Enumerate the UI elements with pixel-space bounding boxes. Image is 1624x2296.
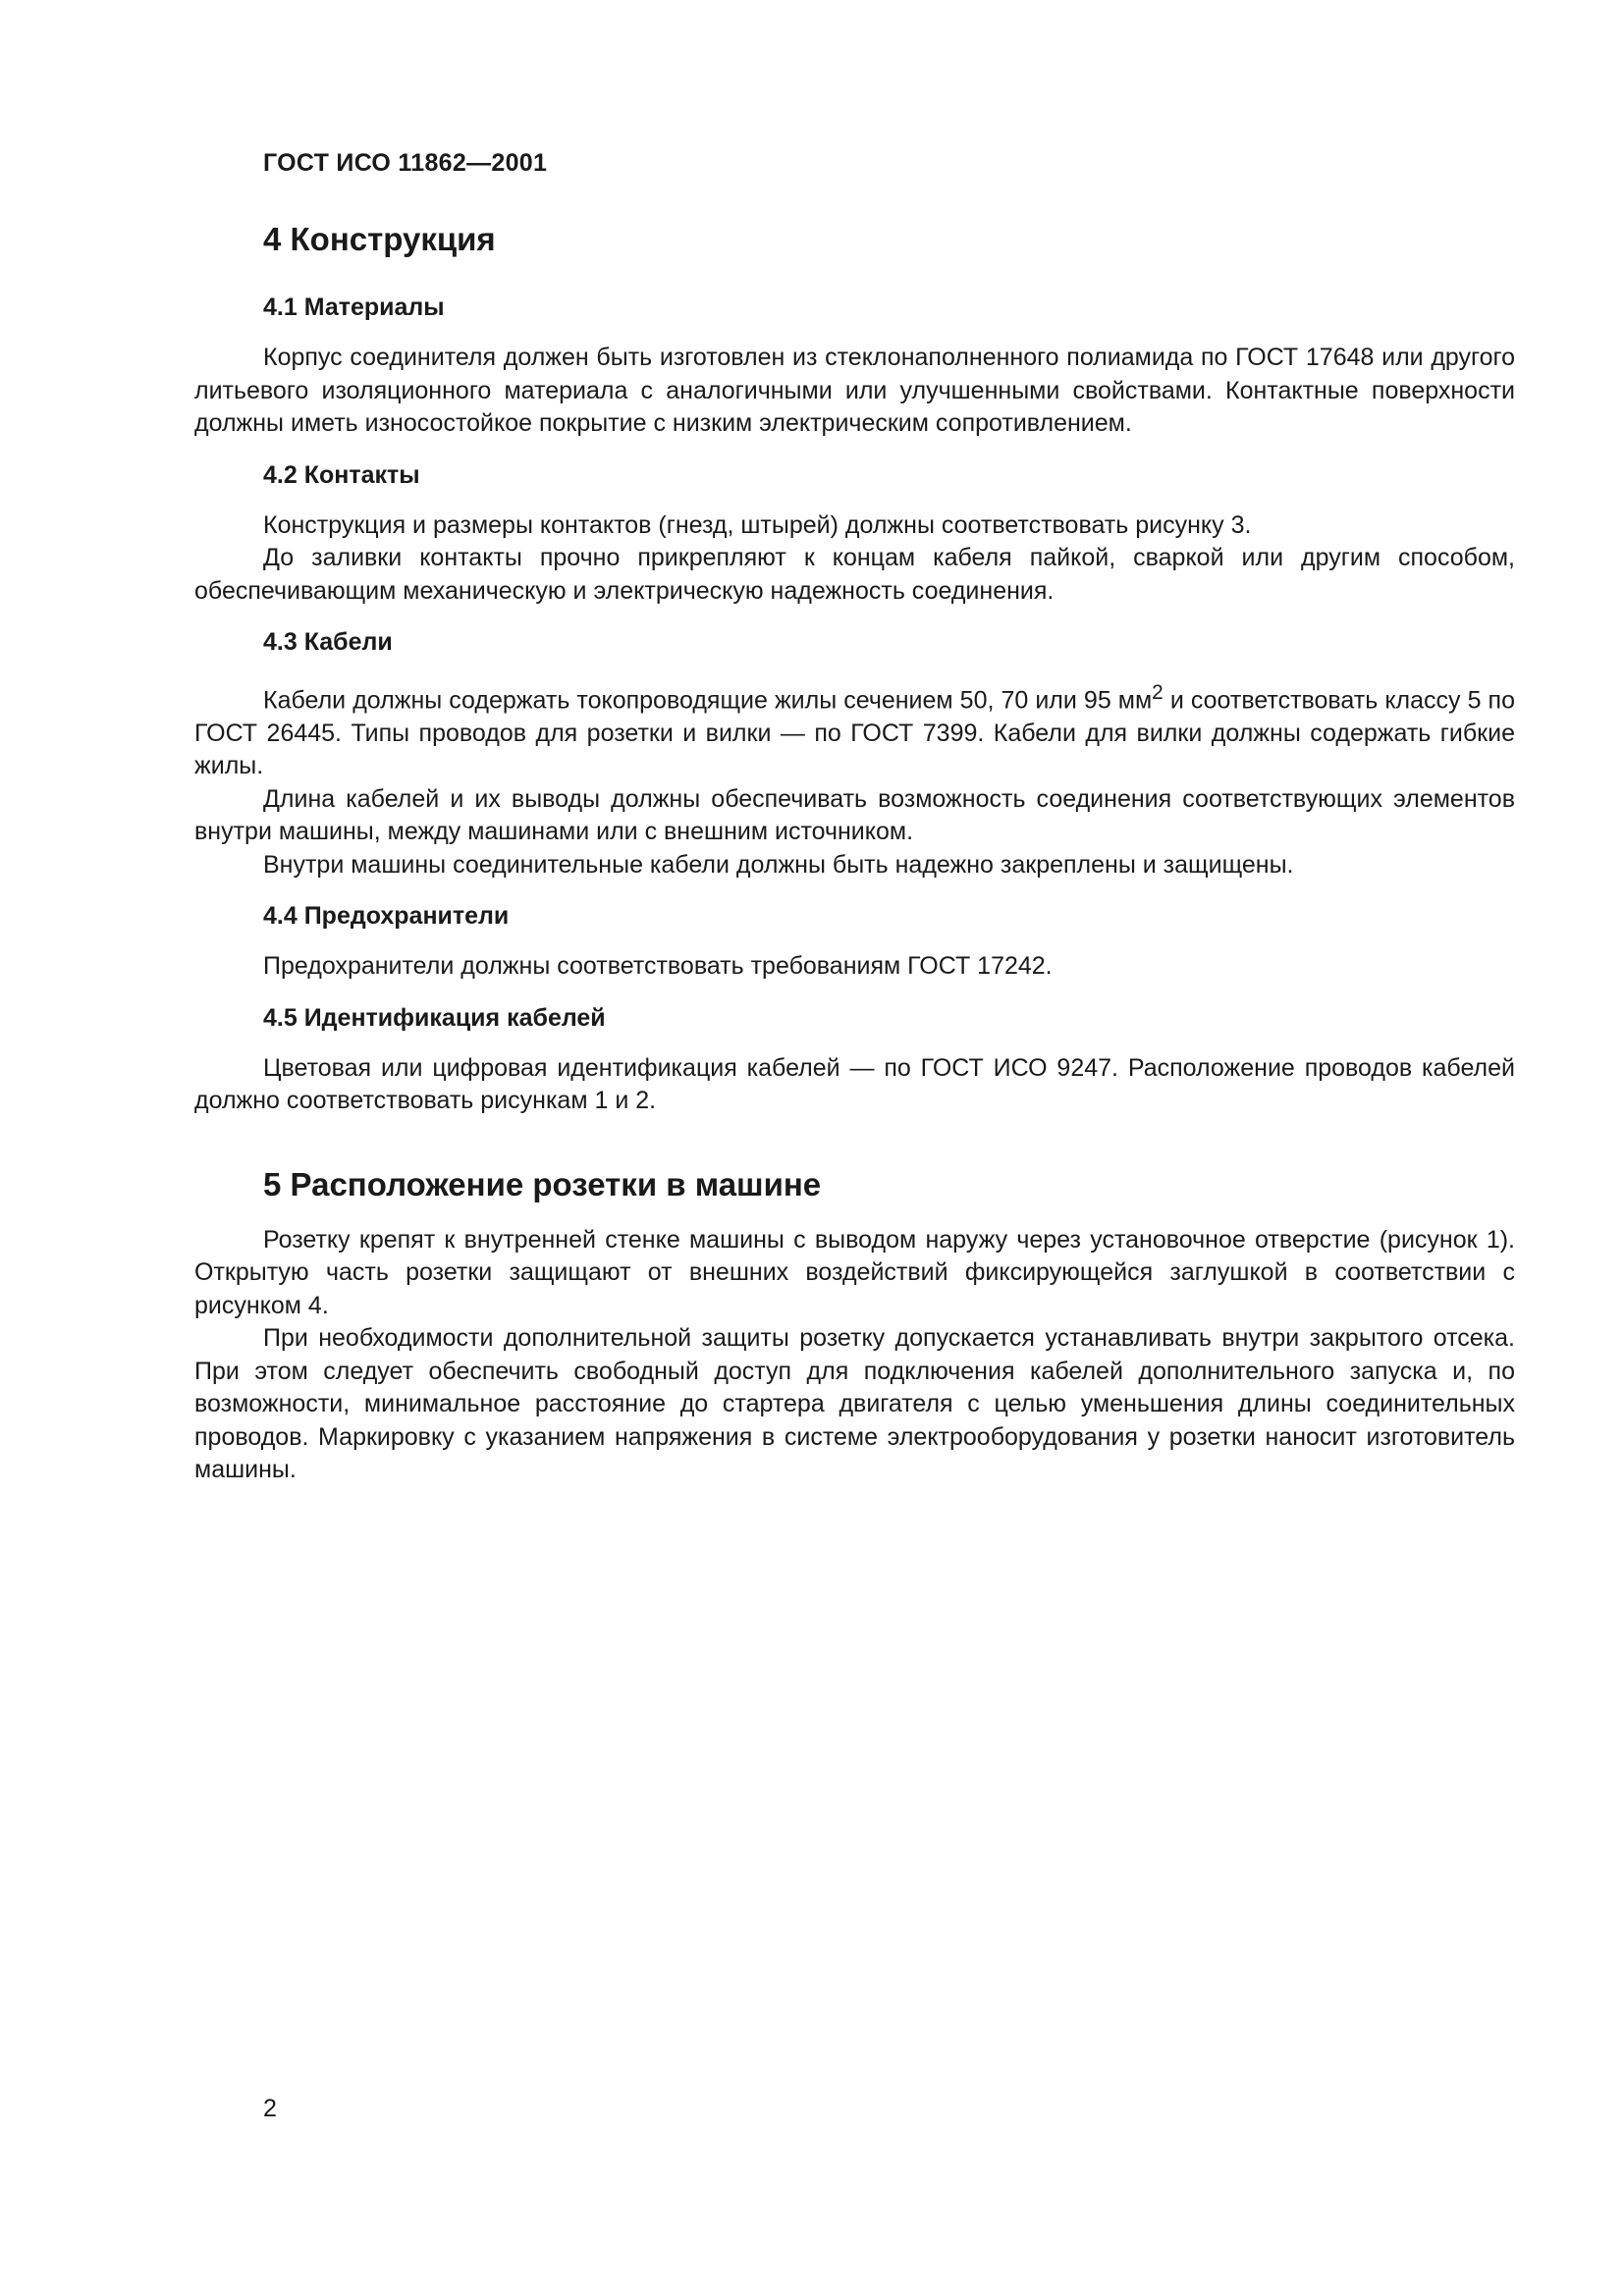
- text-fragment: Кабели должны содержать токопроводящие жилы сечением 50, 70 или 95 мм: [263, 686, 1153, 715]
- document-code-header: ГОСТ ИСО 11862—2001: [263, 149, 548, 177]
- spacer: [194, 1136, 1515, 1163]
- section-5-title: 5 Расположение розетки в машине: [263, 1165, 822, 1202]
- paragraph: Конструкция и размеры контактов (гнезд, штырей) должны соответствовать рисунку 3.: [263, 510, 1252, 539]
- document-body: [194, 218, 1515, 1487]
- page-number: 2: [263, 2095, 277, 2122]
- subsection-4-5-title: 4.5 Идентификация кабелей: [263, 1003, 606, 1032]
- superscript: 2: [1152, 681, 1164, 704]
- paragraph: До заливки контакты прочно прикрепляют к концам кабеля пайкой, сваркой или другим способом, обеспечивающим механическую и электрическую надежность соединения.: [194, 544, 1515, 605]
- paragraph: [194, 676, 1515, 783]
- paragraph: Корпус соединителя должен быть изготовлен из стеклонаполненного полиамида по ГОСТ 17648 или другого литьевого изоляционного материала с аналогичными или улучшенными свойствами. Контактные поверхности должны иметь износостойкое покрытие с низким электрическим сопротивлением.: [194, 344, 1515, 437]
- section-4-title: 4 Конструкция: [263, 221, 496, 257]
- subsection-4-2-title: 4.2 Контакты: [263, 460, 420, 489]
- subsection-4-3-title: 4.3 Кабели: [263, 628, 393, 656]
- subsection-4-1: [194, 291, 1515, 441]
- subsection-4-3: [194, 625, 1515, 881]
- text-fragment: и соответствовать классу 5 по ГОСТ 26445. Типы проводов для розетки и вилки — по ГОСТ 7399. Кабели для вилки должны содержать гибкие жилы.: [194, 686, 1515, 780]
- subsection-4-4-title: 4.4 Предохранители: [263, 902, 510, 931]
- subsection-4-2: [194, 458, 1515, 609]
- subsection-4-4: [194, 899, 1515, 984]
- paragraph: Розетку крепят к внутренней стенке машины с выводом наружу через установочное отверстие (рисунок 1). Открытую часть розетки защищают от внешних воздействий фиксирующейся заглушкой в соответствии с рисунком 4.: [194, 1225, 1515, 1319]
- paragraph: Внутри машины соединительные кабели должны быть надежно закреплены и защищены.: [263, 850, 1294, 879]
- paragraph: Длина кабелей и их выводы должны обеспечивать возможность соединения соответствующих элементов внутри машины, между машинами или с внешним источником.: [194, 784, 1515, 846]
- subsection-4-1-title: 4.1 Материалы: [263, 294, 445, 321]
- paragraph: При необходимости дополнительной защиты розетку допускается устанавливать внутри закрытого отсека. При этом следует обеспечить свободный доступ для подключения кабелей дополнительного запуска и, по возможности, минимальное расстояние до стартера двигателя с целью уменьшения длины соединительных проводов. Маркировку с указанием напряжения в системе электрооборудования у розетки наносит изготовитель машины.: [194, 1324, 1515, 1484]
- paragraph: Предохранители должны соответствовать требованиям ГОСТ 17242.: [263, 952, 1053, 981]
- subsection-4-5: [194, 1001, 1515, 1118]
- paragraph: Цветовая или цифровая идентификация кабелей — по ГОСТ ИСО 9247. Расположение проводов кабелей должно соответствовать рисункам 1 и 2.: [194, 1053, 1515, 1115]
